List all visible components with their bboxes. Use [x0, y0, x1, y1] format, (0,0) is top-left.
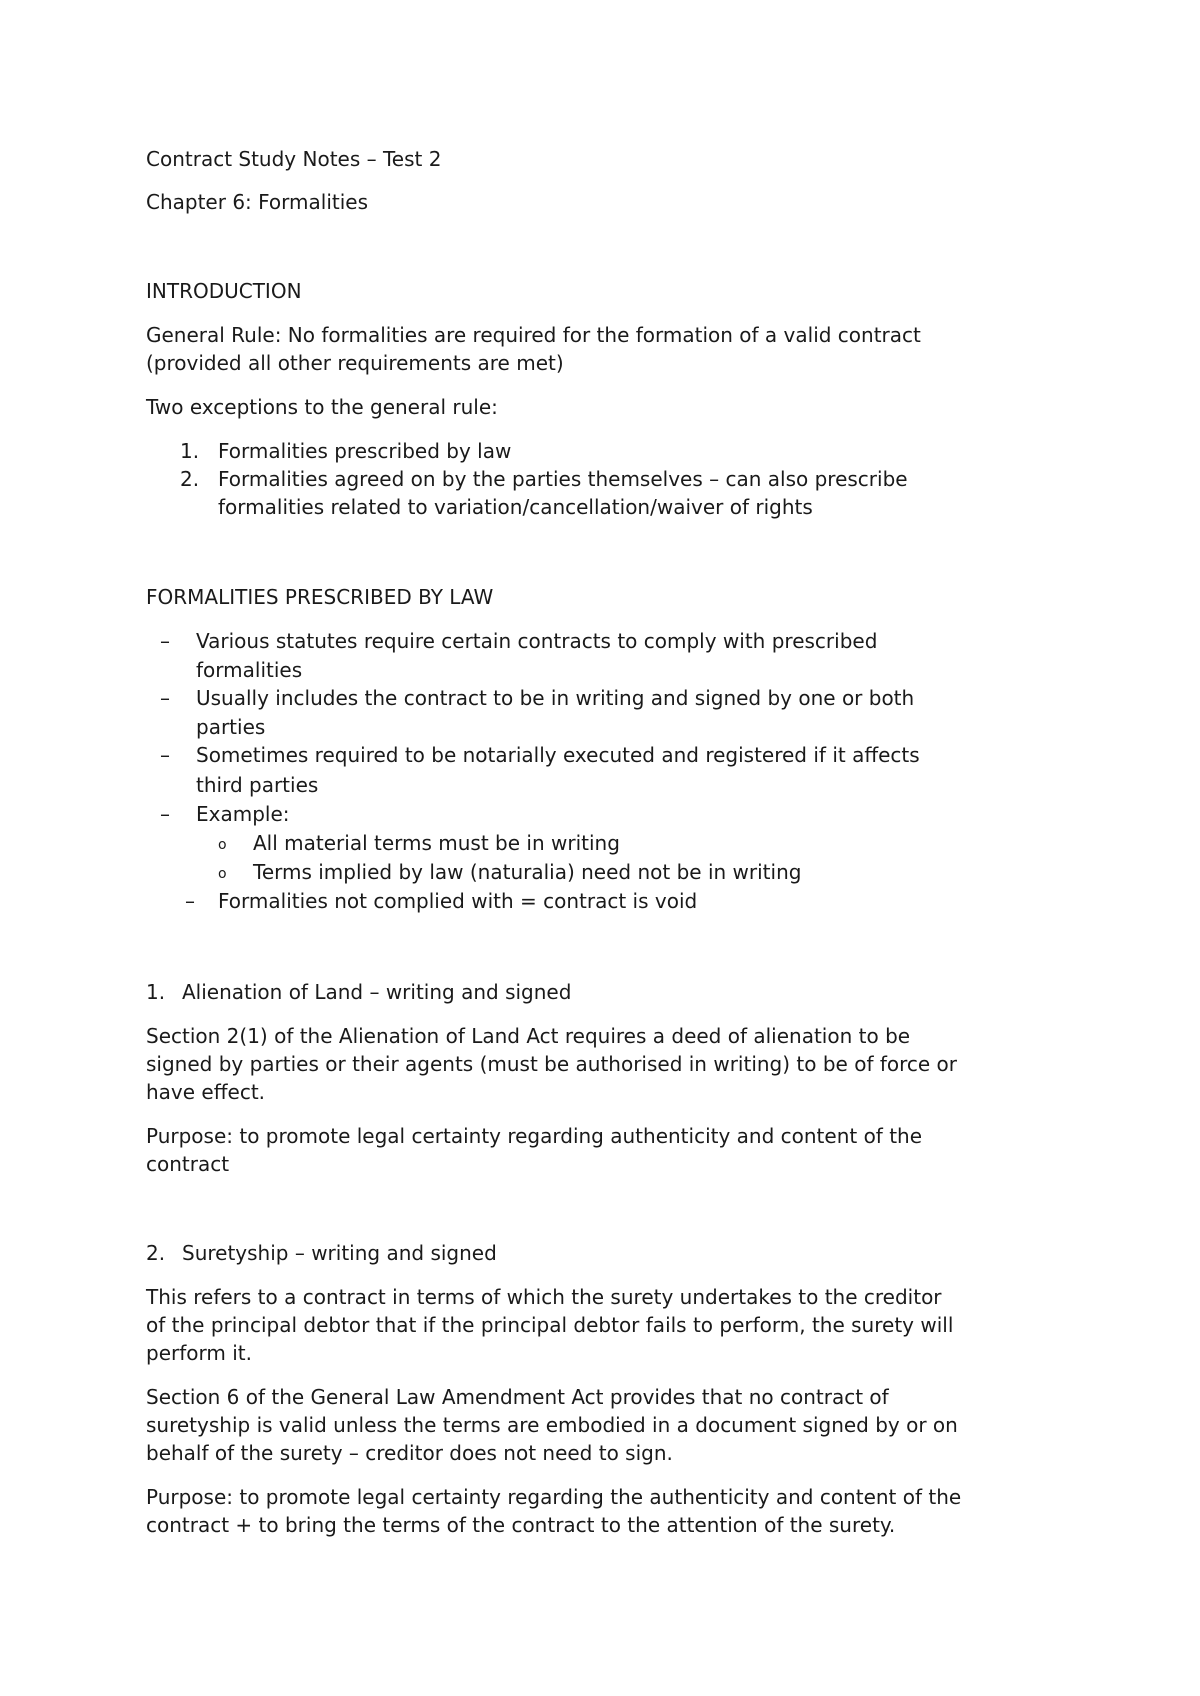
chapter-heading: Chapter 6: Formalities [146, 190, 369, 214]
sub-bullet-text: Terms implied by law (naturalia) need not be in writing [253, 860, 802, 884]
paragraph-line: Section 2(1) of the Alienation of Land Act requires a deed of alienation to be [146, 1024, 911, 1048]
paragraph-line: contract + to bring the terms of the contract to the attention of the surety. [146, 1513, 896, 1537]
paragraph-line: have effect. [146, 1080, 266, 1104]
bullet-text-continuation: third parties [196, 773, 319, 797]
list-item: Formalities agreed on by the parties themselves – can also prescribe [218, 467, 908, 491]
bullet-text: Example: [196, 802, 290, 826]
paragraph-line: Section 6 of the General Law Amendment Act provides that no contract of [146, 1385, 889, 1409]
section-heading-alienation: Alienation of Land – writing and signed [182, 980, 572, 1004]
intro-heading: INTRODUCTION [146, 279, 302, 303]
paragraph-line: Purpose: to promote legal certainty regarding authenticity and content of the [146, 1124, 923, 1148]
list-item: Formalities prescribed by law [218, 439, 512, 463]
list-number: 2. [180, 467, 200, 491]
paragraph-line: This refers to a contract in terms of which the surety undertakes to the creditor [146, 1285, 942, 1309]
paragraph-line: perform it. [146, 1341, 252, 1365]
list-item-continuation: formalities related to variation/cancellation/waiver of rights [218, 495, 813, 519]
dash-bullet: – [160, 629, 170, 653]
sub-bullet-text: All material terms must be in writing [253, 831, 620, 855]
paragraph-line: contract [146, 1152, 230, 1176]
paragraph-line: behalf of the surety – creditor does not need to sign. [146, 1441, 673, 1465]
circle-bullet: o [218, 837, 227, 853]
law-heading: FORMALITIES PRESCRIBED BY LAW [146, 585, 494, 609]
dash-bullet: – [185, 889, 195, 913]
bullet-text: Various statutes require certain contracts to comply with prescribed [196, 629, 878, 653]
bullet-text: Formalities not complied with = contract is void [218, 889, 698, 913]
paragraph-line: suretyship is valid unless the terms are embodied in a document signed by or on [146, 1413, 958, 1437]
section-number: 1. [146, 980, 166, 1004]
section-heading-suretyship: Suretyship – writing and signed [182, 1241, 497, 1265]
general-rule-line-2: (provided all other requirements are met) [146, 351, 564, 375]
paragraph-line: Purpose: to promote legal certainty regarding the authenticity and content of the [146, 1485, 962, 1509]
exceptions-lead: Two exceptions to the general rule: [146, 395, 498, 419]
circle-bullet: o [218, 866, 227, 882]
list-number: 1. [180, 439, 200, 463]
section-number: 2. [146, 1241, 166, 1265]
document-title: Contract Study Notes – Test 2 [146, 147, 442, 171]
dash-bullet: – [160, 802, 170, 826]
dash-bullet: – [160, 686, 170, 710]
dash-bullet: – [160, 743, 170, 767]
paragraph-line: signed by parties or their agents (must be authorised in writing) to be of force or [146, 1052, 958, 1076]
bullet-text-continuation: parties [196, 715, 266, 739]
bullet-text-continuation: formalities [196, 658, 303, 682]
general-rule-line-1: General Rule: No formalities are required for the formation of a valid contract [146, 323, 921, 347]
paragraph-line: of the principal debtor that if the principal debtor fails to perform, the surety will [146, 1313, 954, 1337]
bullet-text: Usually includes the contract to be in writing and signed by one or both [196, 686, 915, 710]
bullet-text: Sometimes required to be notarially executed and registered if it affects [196, 743, 920, 767]
